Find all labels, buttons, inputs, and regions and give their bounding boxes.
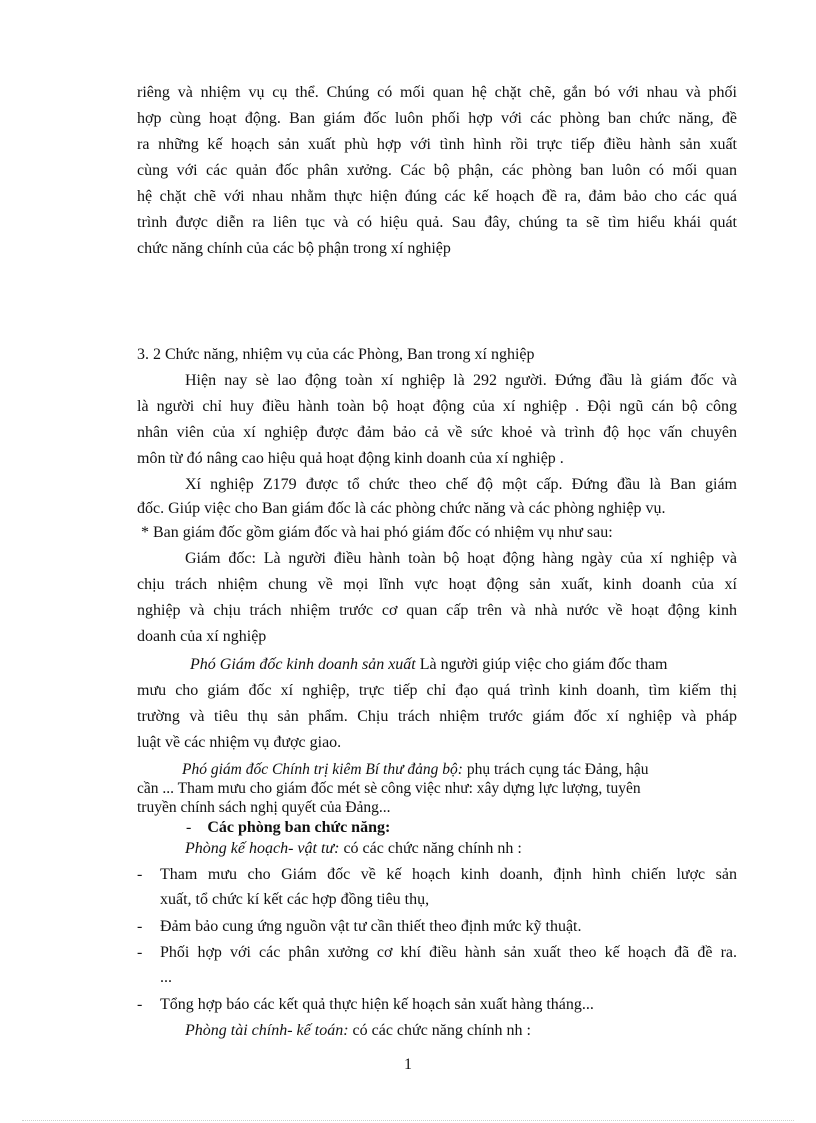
deputy-political-text: phụ trách cụng tác Đảng, hậu bbox=[462, 761, 649, 778]
text-line: trình được diễn ra liên tục và có hiệu quả. Sau đây, chúng ta sẽ tìm hiểu khái quát bbox=[137, 214, 737, 231]
text-line: môn từ đó nâng cao hiệu quả hoạt động kinh doanh của xí nghiệp . bbox=[137, 450, 564, 467]
finance-dept-text: có các chức năng chính nh : bbox=[348, 1022, 531, 1039]
text-line: luật về các nhiệm vụ được giao. bbox=[137, 734, 342, 751]
page-number: 1 bbox=[404, 1056, 412, 1073]
text-line bbox=[190, 656, 737, 674]
text-line: mưu cho giám đốc xí nghiệp, trực tiếp chỉ đạo quá trình kinh doanh, tìm kiếm thị bbox=[137, 682, 737, 699]
deputy-business-text: Là người giúp việc cho giám đốc tham bbox=[415, 656, 668, 673]
deputy-political-title: Phó giám đốc Chính trị kiêm Bí thư đảng bộ: bbox=[182, 761, 463, 778]
text-line: hệ chặt chẽ với nhau nhằm thực hiện đúng các kế hoạch đề ra, đảm bảo cho các quá bbox=[137, 188, 737, 205]
page-bottom-rule bbox=[22, 1120, 794, 1121]
text-line: trường và tiêu thụ sản phẩm. Chịu trách nhiệm trước giám đốc xí nghiệp và pháp bbox=[137, 708, 737, 725]
departments-heading-label: Các phòng ban chức năng: bbox=[207, 819, 391, 836]
finance-dept-title: Phòng tài chính- kế toán: bbox=[185, 1022, 349, 1039]
text-line: riêng và nhiệm vụ cụ thể. Chúng có mối quan hệ chặt chẽ, gắn bó với nhau và phối bbox=[137, 84, 737, 101]
section-heading: 3. 2 Chức năng, nhiệm vụ của các Phòng, Ban trong xí nghiệp bbox=[137, 346, 535, 363]
text-line: chịu trách nhiệm chung về mọi lĩnh vực hoạt động sản xuất, kinh doanh của xí bbox=[137, 576, 737, 593]
list-item: Tổng hợp báo các kết quả thực hiện kế hoạch sản xuất hàng tháng... bbox=[160, 996, 594, 1013]
list-bullet: - bbox=[137, 918, 143, 935]
text-line: doanh của xí nghiệp bbox=[137, 628, 267, 645]
deputy-business-title: Phó Giám đốc kinh doanh sản xuất bbox=[190, 656, 416, 673]
text-line: chức năng chính của các bộ phận trong xí nghiệp bbox=[137, 240, 451, 257]
text-line: nghiệp và chịu trách nhiệm trước cơ quan cấp trên và nhà nước về hoạt động kinh bbox=[137, 602, 737, 619]
text-line: ra những kế hoạch sản xuất phù hợp với tình hình rồi trực tiếp điều hành sản xuất bbox=[137, 136, 737, 153]
list-item: Tham mưu cho Giám đốc về kế hoạch kinh doanh, định hình chiến lược sản bbox=[160, 866, 737, 883]
text-line: hợp cùng hoạt động. Ban giám đốc luôn phối hợp với các phòng ban chức năng, đề bbox=[137, 110, 737, 127]
list-item-cont: ... bbox=[160, 969, 172, 986]
text-line: đốc. Giúp việc cho Ban giám đốc là các phòng chức năng và các phòng nghiệp vụ. bbox=[137, 500, 666, 517]
board-note: * Ban giám đốc gồm giám đốc và hai phó giám đốc có nhiệm vụ như sau: bbox=[141, 524, 613, 541]
text-line bbox=[182, 761, 737, 779]
list-item: Phối hợp với các phân xưởng cơ khí điều hành sản xuất theo kế hoạch đã đề ra. bbox=[160, 944, 737, 961]
text-line: Xí nghiệp Z179 được tổ chức theo chế độ một cấp. Đứng đầu là Ban giám bbox=[185, 476, 737, 493]
departments-heading bbox=[186, 819, 786, 837]
list-bullet: - bbox=[137, 866, 143, 883]
dash: - bbox=[186, 819, 192, 836]
text-line: truyền chính sách nghị quyết của Đảng... bbox=[137, 799, 391, 816]
text-line: là người chỉ huy điều hành toàn bộ hoạt động của xí nghiệp . Đội ngũ cán bộ công bbox=[137, 398, 737, 415]
text-line: nhân viên của xí nghiệp được đảm bảo cả về sức khoẻ và trình độ học vấn chuyên bbox=[137, 424, 737, 441]
text-line: Giám đốc: Là người điều hành toàn bộ hoạt động hàng ngày của xí nghiệp và bbox=[185, 550, 737, 567]
finance-dept-heading bbox=[185, 1022, 785, 1040]
planning-dept-text: có các chức năng chính nh : bbox=[339, 840, 522, 857]
planning-dept-title: Phòng kế hoạch- vật tư: bbox=[185, 840, 340, 857]
list-item: Đảm bảo cung ứng nguồn vật tư cần thiết theo định mức kỹ thuật. bbox=[160, 918, 582, 935]
text-line: Hiện nay sè lao động toàn xí nghiệp là 292 người. Đứng đầu là giám đốc và bbox=[185, 372, 737, 389]
list-item-cont: xuất, tổ chức kí kết các hợp đồng tiêu thụ, bbox=[160, 891, 430, 908]
text-line: cùng với các quản đốc phân xưởng. Các bộ phận, các phòng ban luôn có mối quan bbox=[137, 162, 737, 179]
text-line: cần ... Tham mưu cho giám đốc mét sè công việc như: xây dựng lực lượng, tuyên bbox=[137, 780, 641, 797]
list-bullet: - bbox=[137, 944, 143, 961]
planning-dept-heading bbox=[185, 840, 785, 858]
list-bullet: - bbox=[137, 996, 143, 1013]
